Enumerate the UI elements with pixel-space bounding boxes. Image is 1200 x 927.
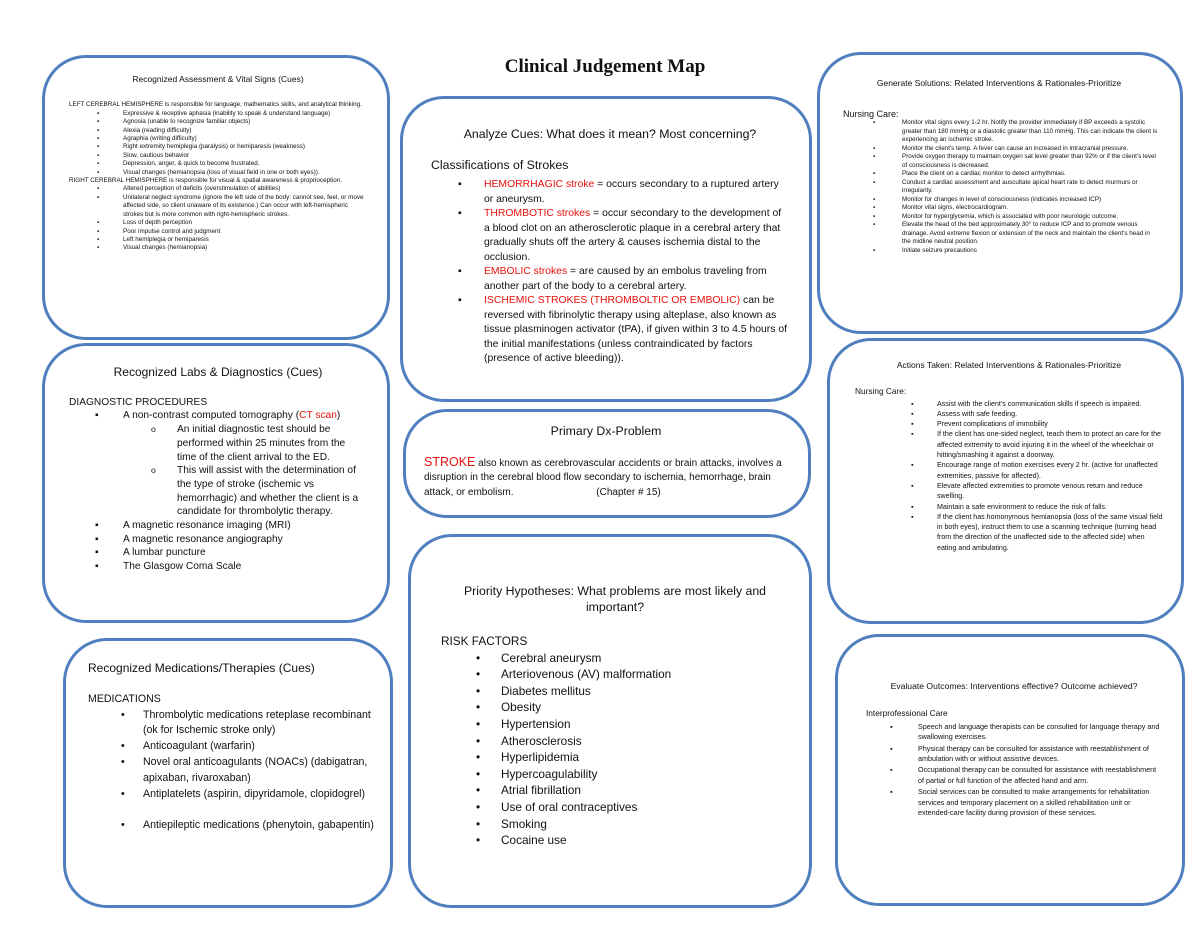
actions-heading: Actions Taken: Related Interventions & Rationales-Prioritize [896, 360, 1122, 370]
list-item: ▪ A lumbar puncture [123, 546, 367, 560]
list-item: • Cocaine use [501, 832, 789, 849]
list-item: ▪ The Glasgow Coma Scale [123, 560, 367, 574]
primary-dx-box [403, 409, 811, 518]
hypotheses-box [408, 534, 812, 908]
list-item: ▪ Visual changes (hemianopsia) [123, 244, 367, 252]
outcomes-heading: Evaluate Outcomes: Interventions effective? Outcome achieved? [890, 681, 1138, 691]
list-item: ▪ Maintain a safe environment to reduce the risk of falls. [937, 502, 1163, 512]
list-item [123, 409, 367, 423]
solutions-subheading: Nursing Care: [843, 108, 899, 119]
ct-prefix: A non-contrast computed tomography ( [123, 410, 300, 422]
labs-subheading: DIAGNOSTIC PROCEDURES [69, 396, 208, 408]
analyze-heading: Analyze Cues: What does it mean? Most concerning? [463, 127, 757, 141]
list-item: ▪ Poor impulse control and judgment [123, 228, 367, 236]
list-item: ▪ If the client has homonymous hemianopsia (loss of the same visual field in both eyes), instruct them to use a scanning technique (turning head from the direction of the unaffected side to the affected side) when eating and ambulating. [937, 512, 1163, 553]
list-item: ▪ Speech and language therapists can be consulted for language therapy and swallowing exercises. [918, 722, 1162, 743]
list-item: • Hypertension [501, 716, 789, 733]
labs-heading: Recognized Labs & Diagnostics (Cues) [113, 365, 323, 379]
analyze-subheading: Classifications of Strokes [431, 157, 569, 172]
stroke-term: ISCHEMIC STROKES (THROMBOLTIC OR EMBOLIC) [484, 295, 741, 306]
list-item [484, 265, 789, 294]
list-item: • Thrombolytic medications reteplase recombinant (ok for Ischemic stroke only) [143, 708, 380, 740]
stroke-desc: can be reversed with fibrinolytic therapy using alteplase, also known as tissue plasminogen activator (tPA), if given within 3 to 4.5 hours of the initial manifestations (unless contraindicated by factors (presence of active bleeding)). [484, 295, 788, 364]
list-item [484, 178, 789, 207]
stroke-label: STROKE [424, 454, 476, 469]
list-item: ▪ Prevent complications of immobility [937, 419, 1163, 429]
hypotheses-subheading: RISK FACTORS [441, 634, 528, 648]
list-item: ▪ Encourage range of motion exercises every 2 hr. (active for unaffected extremities, passive for affected). [937, 460, 1163, 481]
right-hemisphere-intro: RIGHT CEREBRAL HEMISPHERE is responsible for visual & spatial awareness & proprioception. [69, 177, 342, 185]
list-item: ▪ Visual changes (hemianopsia (loss of visual field in one or both eyes)). [123, 169, 367, 177]
list-item: • Use of oral contraceptives [501, 799, 789, 816]
list-item: • Antiplatelets (aspirin, dipyridamole, clopidogrel) [143, 787, 380, 803]
list-item: • Hyperlipidemia [501, 749, 789, 766]
list-item: ▪ Occupational therapy can be consulted for assistance with reestablishment of partial or full function of the affected hand and arm. [918, 765, 1162, 786]
list-item: ▪ If the client has one-sided neglect, teach them to protect an care for the affected extremity to avoid injuring it in the wheel of the wheelchair or hitting/smashing it against a doorway. [937, 429, 1163, 460]
list-item: • Atherosclerosis [501, 733, 789, 750]
list-item: ▪ Assess with safe feeding. [937, 409, 1163, 419]
list-item: • Hypercoagulability [501, 766, 789, 783]
medications-subheading: MEDICATIONS [88, 692, 161, 705]
list-item: • Obesity [501, 699, 789, 716]
list-item: ▪ Slow, cautious behavior [123, 152, 367, 160]
list-item: • Antiepileptic medications (phenytoin, gabapentin) [143, 818, 380, 834]
diagnostics-list [123, 409, 367, 423]
list-item: ▪ Monitor the client's temp. A fever can cause an increased in intracranial pressure. [902, 145, 1158, 154]
list-item: • Cerebral aneurysm [501, 650, 789, 667]
list-item: o An initial diagnostic test should be performed within 25 minutes from the time of the client arrival to the ED. [177, 423, 367, 464]
list-item: • Novel oral anticoagulants (NOACs) (dabigatran, apixaban, rivaroxaban) [143, 755, 380, 787]
list-item: ▪ Right extremity hemiplegia (paralysis) or hemiparesis (weakness) [123, 143, 367, 151]
outcomes-list [918, 722, 1162, 819]
left-hemisphere-list [123, 110, 367, 177]
actions-list [937, 399, 1163, 553]
list-item: ▪ Monitor vital signs, electrocardiogram. [902, 204, 1158, 213]
stroke-desc: = occurs secondary to a ruptured artery or aneurysm. [484, 179, 779, 205]
list-item: ▪ Monitor for changes in level of consciousness (indicates increased ICP) [902, 196, 1158, 205]
labs-box [42, 343, 390, 623]
medications-box [63, 638, 393, 908]
stroke-term: THROMBOTIC strokes [484, 208, 591, 219]
list-item: ▪ Expressive & receptive aphasia (inability to speak & understand language) [123, 110, 367, 118]
list-item: ▪ Left hemiplegia or hemiparesis [123, 236, 367, 244]
list-item: ▪ Elevate the head of the bed approximately 30° to reduce ICP and to promote venous drainage. Avoid extreme flexion or extension of the neck and maintain the client's head in the midline neutral position. [902, 221, 1158, 247]
outcomes-subheading: Interprofessional Care [866, 708, 948, 719]
list-item: • Atrial fibrillation [501, 782, 789, 799]
ct-suffix: ) [336, 410, 341, 422]
list-item: ▪ Altered perception of deficits (overstimulation of abilities) [123, 185, 367, 193]
stroke-term: HEMORRHAGIC stroke [484, 179, 595, 190]
list-item: ▪ Place the client on a cardiac monitor to detect arrhythmias. [902, 170, 1158, 179]
list-item [484, 207, 789, 265]
list-item: o This will assist with the determination of the type of stroke (ischemic vs hemorrhagic) and whether the client is a candidate for thrombolytic therapy. [177, 464, 367, 519]
primary-text [424, 455, 788, 501]
diagnostics-list-more [123, 519, 367, 574]
list-item: • Smoking [501, 816, 789, 833]
assessment-box [42, 55, 390, 340]
list-item: • Anticoagulant (warfarin) [143, 739, 380, 755]
list-item: ▪ Physical therapy can be consulted for assistance with reestablishment of ambulation with or without assistive devices. [918, 744, 1162, 765]
chapter-reference: (Chapter # 15) [596, 486, 661, 498]
stroke-classifications-list [484, 178, 789, 367]
list-item: ▪ Initiate seizure precautions [902, 247, 1158, 256]
list-item [484, 294, 789, 367]
primary-heading: Primary Dx-Problem [550, 424, 662, 438]
list-item: ▪ Loss of depth perception [123, 219, 367, 227]
list-item: ▪ Assist with the client's communication skills if speech is impaired. [937, 399, 1163, 409]
list-item: ▪ Alexia (reading difficulty) [123, 127, 367, 135]
list-item: ▪ Depression, anger, & quick to become frustrated. [123, 160, 367, 168]
solutions-box [817, 52, 1183, 334]
list-item: ▪ Agnosia (unable to recognize familiar objects) [123, 118, 367, 126]
primary-description: also known as cerebrovascular accidents or brain attacks, involves a disruption in the cerebral blood flow secondary to ischemia, hemorrhage, brain attack, or embolism. [424, 457, 782, 498]
medications-heading: Recognized Medications/Therapies (Cues) [88, 661, 315, 675]
list-item: ▪ Elevate affected extremities to promote venous return and reduce swelling. [937, 481, 1163, 502]
list-item: ▪ Monitor for hyperglycemia, which is associated with poor neurologic outcome. [902, 213, 1158, 222]
ct-sublist [177, 423, 367, 519]
analyze-box [400, 96, 812, 402]
hypotheses-heading: Priority Hypotheses: What problems are most likely and important? [463, 584, 767, 614]
stroke-term: EMBOLIC strokes [484, 266, 568, 277]
list-item: ▪ Monitor vital signs every 1-2 hr. Notify the provider immediately if BP exceeds a systolic greater than 180 mmHg or a diastolic greater than 110 mmHg. This can indicate the client is experiencing an ischemic stroke. [902, 119, 1158, 145]
actions-box [827, 338, 1184, 624]
solutions-list [902, 119, 1158, 255]
page-title: Clinical Judgement Map [504, 56, 706, 77]
medications-list [143, 708, 380, 835]
outcomes-box [835, 634, 1185, 906]
list-item: ▪ Social services can be consulted to make arrangements for rehabilitation services and temporary placement on a skilled rehabilitation unit or extended-care facility during provision of these services. [918, 787, 1162, 818]
left-hemisphere-intro: LEFT CEREBRAL HEMISPHERE is responsible for language, mathematics skills, and analytical thinking. [69, 101, 362, 109]
list-item: ▪ A magnetic resonance imaging (MRI) [123, 519, 367, 533]
list-item: ▪ Agraphia (writing difficulty) [123, 135, 367, 143]
stroke-desc: = occur secondary to the development of a blood clot on an atherosclerotic plaque in a cerebral artery that gradually shuts off the artery & causes ischemia distal to the occlusion. [484, 208, 782, 263]
assessment-heading: Recognized Assessment & Vital Signs (Cues) [132, 74, 304, 84]
ct-highlight: CT scan [299, 410, 337, 422]
stroke-desc: = are caused by an embolus traveling from another part of the body to a cerebral artery. [484, 266, 767, 292]
list-item: ▪ Provide oxygen therapy to maintain oxygen sat level greater than 92% or if the client's level of consciousness is decreased. [902, 153, 1158, 170]
list-item: ▪ A magnetic resonance angiography [123, 533, 367, 547]
right-hemisphere-list [123, 185, 367, 252]
actions-subheading: Nursing Care: [855, 386, 907, 397]
list-item: • Arteriovenous (AV) malformation [501, 666, 789, 683]
risk-factors-list [501, 650, 789, 849]
list-item: • Diabetes mellitus [501, 683, 789, 700]
list-item: ▪ Conduct a cardiac assessment and auscultate apical heart rate to detect murmurs or irregularity. [902, 179, 1158, 196]
list-item: ▪ Unilateral neglect syndrome (ignore the left side of the body: cannot see, feel, or move affected side, so client unaware of its existence.) Can occur with left-hemispheric strokes but is more common with right-hemispheric strokes. [123, 194, 367, 219]
solutions-heading: Generate Solutions: Related Interventions & Rationales-Prioritize [876, 78, 1122, 88]
